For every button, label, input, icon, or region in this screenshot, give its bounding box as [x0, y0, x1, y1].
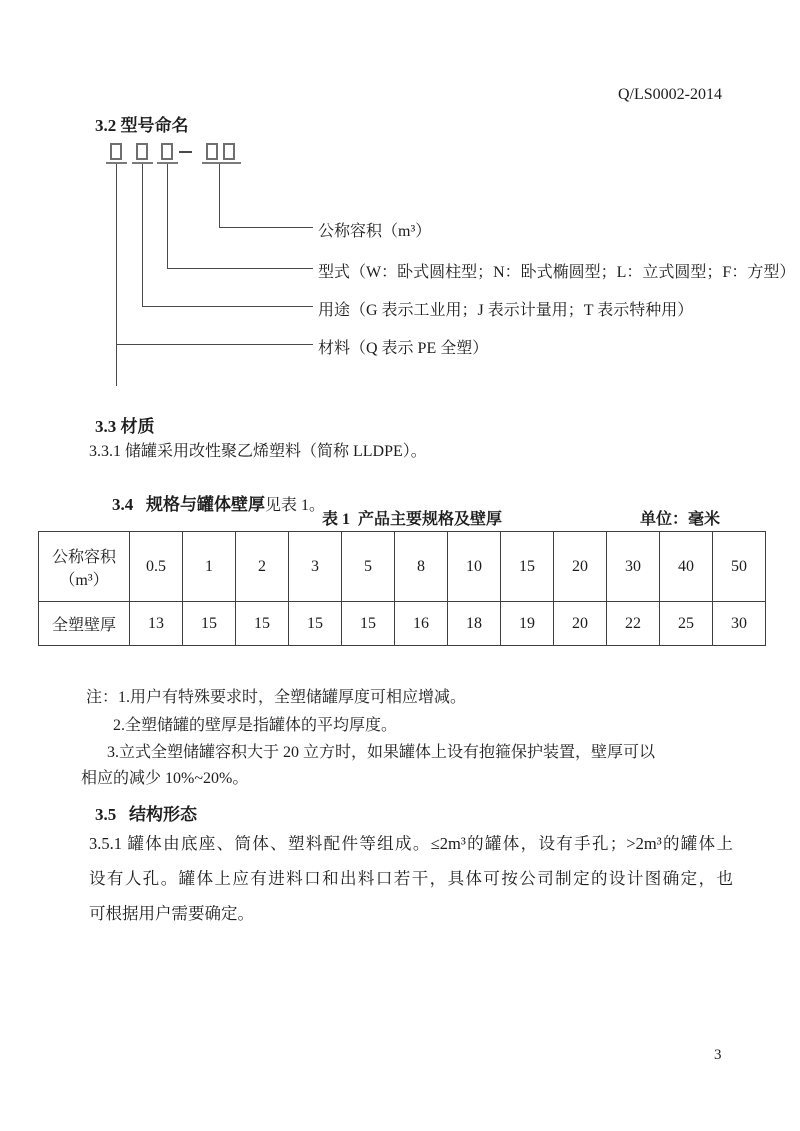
section-3-4-heading-bold: 3.4 规格与罐体壁厚	[112, 495, 265, 514]
capacity-cell: 50	[713, 532, 766, 602]
table-caption: 表 1 产品主要规格及壁厚	[322, 511, 503, 528]
capacity-cell: 5	[342, 532, 395, 602]
diagram-label-type: 型式（W：卧式圆柱型；N：卧式椭圆型；L：立式圆型；F：方型）	[318, 264, 796, 281]
capacity-header-cell	[39, 532, 130, 602]
capacity-cell: 15	[501, 532, 554, 602]
capacity-cell: 40	[660, 532, 713, 602]
clause-3-5-1-line: 可根据用户需要确定。	[89, 904, 254, 923]
connector-horizontal-material	[116, 344, 313, 345]
thickness-cell: 20	[554, 602, 607, 646]
clause-3-5-1-line: 设有人孔。罐体上应有进料口和出料口若干，具体可按公司制定的设计图确定，也	[89, 869, 733, 888]
thickness-label-cell: 全塑壁厚	[39, 602, 130, 646]
page-number: 3	[714, 1047, 722, 1063]
connector-vertical-type	[167, 164, 168, 269]
thickness-row	[39, 602, 766, 646]
clause-3-5-1	[89, 826, 733, 931]
diagram-label-usage: 用途（G 表示工业用；J 表示计量用；T 表示特种用）	[318, 302, 694, 319]
capacity-cell: 2	[236, 532, 289, 602]
capacity-row	[39, 532, 766, 602]
capacity-cell: 0.5	[130, 532, 183, 602]
section-3-2-heading: 3.2 型号命名	[95, 116, 189, 135]
table-note-2: 2.全塑储罐的壁厚是指罐体的平均厚度。	[113, 717, 398, 734]
capacity-cell: 10	[448, 532, 501, 602]
connector-vertical-capacity	[219, 164, 220, 228]
thickness-cell: 15	[289, 602, 342, 646]
diagram-label-material: 材料（Q 表示 PE 全塑）	[318, 340, 489, 357]
table-unit-label: 单位：毫米	[640, 511, 721, 528]
connector-horizontal-type	[167, 268, 313, 269]
code-box-5	[223, 143, 235, 160]
section-3-4-heading	[95, 470, 325, 535]
connector-horizontal-usage	[142, 306, 313, 307]
table-note-3: 3.立式全塑储罐容积大于 20 立方时，如果罐体上设有抱箍保护装置，壁厚可以	[107, 744, 656, 761]
spec-table	[38, 531, 766, 646]
connector-vertical-usage	[142, 164, 143, 307]
table-note-1: 注：1.用户有特殊要求时，全塑储罐厚度可相应增减。	[86, 689, 467, 706]
thickness-cell: 22	[607, 602, 660, 646]
box-underline-4	[202, 162, 241, 164]
connector-vertical-material	[116, 164, 117, 386]
diagram-label-capacity: 公称容积（m³）	[318, 223, 432, 240]
code-box-1	[110, 143, 122, 160]
code-box-2	[136, 143, 148, 160]
capacity-cell: 1	[183, 532, 236, 602]
section-3-5-heading: 3.5 结构形态	[95, 805, 197, 824]
thickness-cell: 15	[236, 602, 289, 646]
thickness-cell: 18	[448, 602, 501, 646]
capacity-cell: 8	[395, 532, 448, 602]
capacity-header-line1: 公称容积	[51, 548, 116, 566]
code-box-4	[206, 143, 218, 160]
table-note-3-cont: 相应的减少 10%~20%。	[81, 770, 249, 787]
capacity-cell: 20	[554, 532, 607, 602]
code-dash	[179, 151, 192, 153]
capacity-cell: 3	[289, 532, 342, 602]
capacity-header-line2: （m³）	[59, 571, 109, 589]
section-3-4-heading-rest: 见表 1。	[265, 497, 326, 514]
thickness-cell: 30	[713, 602, 766, 646]
thickness-cell: 19	[501, 602, 554, 646]
thickness-cell: 25	[660, 602, 713, 646]
clause-3-5-1-line: 3.5.1 罐体由底座、筒体、塑料配件等组成。≤2m³的罐体，设有手孔；>2m³的罐体上	[89, 834, 733, 853]
thickness-cell: 15	[342, 602, 395, 646]
thickness-cell: 15	[183, 602, 236, 646]
thickness-cell: 13	[130, 602, 183, 646]
section-3-3-heading: 3.3 材质	[95, 417, 155, 436]
clause-3-3-1: 3.3.1 储罐采用改性聚乙烯塑料（简称 LLDPE）。	[89, 443, 427, 460]
thickness-cell: 16	[395, 602, 448, 646]
capacity-cell: 30	[607, 532, 660, 602]
code-box-3	[161, 143, 173, 160]
header-document-code: Q/LS0002-2014	[618, 86, 722, 103]
connector-horizontal-capacity	[219, 227, 313, 228]
